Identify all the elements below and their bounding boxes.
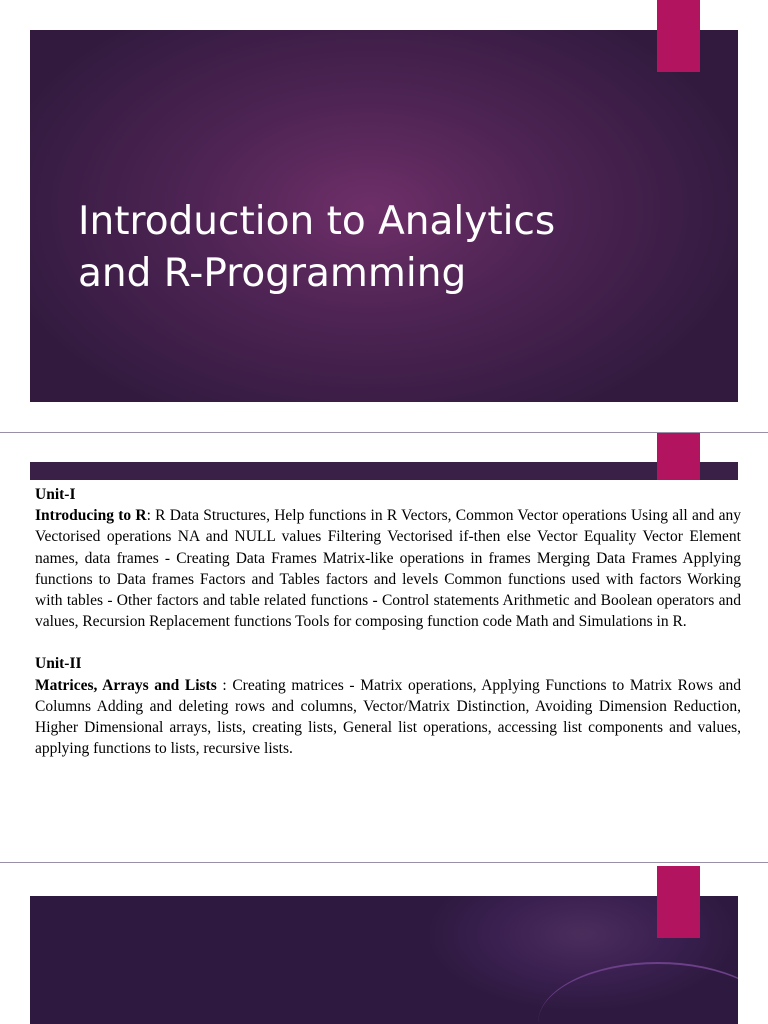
unit-topic: Matrices, Arrays and Lists <box>35 676 217 694</box>
accent-tab-top <box>657 0 700 72</box>
unit-description <box>35 675 741 760</box>
unit-topic-details: : Creating matrices - Matrix operations, Applying Functions to Matrix Rows and Columns Adding and deleting rows and columns, Vector/Matrix Distinction, Avoiding Dimension Reduction, Higher Dimensional arrays, lists, creating lists, General list operations, accessing list components and values, applying functions to lists, recursive lists. <box>35 676 741 758</box>
title-slide <box>30 30 738 402</box>
unit-description <box>35 505 741 632</box>
unit-topic: Introducing to R <box>35 507 147 525</box>
slide-divider <box>0 862 768 863</box>
title-line-2: and R-Programming <box>78 251 467 296</box>
unit-topic-details: : R Data Structures, Help functions in R Vectors, Common Vector operations Using all and any Vectorised operations NA and NULL values Filtering Vectorised if-then else Vector Equality Vector Element names, data frames - Creating Data Frames Matrix-like operations in frames Merging Data Frames Applying functions to Data frames Factors and Tables factors and levels Common functions used with factors Working with tables - Other factors and table related functions - Control statements Arithmetic and Boolean operators and values, Recursion Replacement functions Tools for composing function code Math and Simulations in R. <box>35 507 741 631</box>
title-line-1: Introduction to Analytics <box>78 199 556 244</box>
unit-heading: Unit-I <box>35 486 76 503</box>
accent-tab-middle <box>657 433 700 480</box>
accent-tab-bottom <box>657 866 700 938</box>
slide-title <box>78 196 555 300</box>
syllabus-content <box>35 484 741 759</box>
unit-heading: Unit-II <box>35 655 82 673</box>
header-bar <box>30 462 738 480</box>
next-slide <box>30 896 738 1024</box>
slide-divider <box>0 432 768 433</box>
decorative-swoosh <box>538 962 738 1024</box>
